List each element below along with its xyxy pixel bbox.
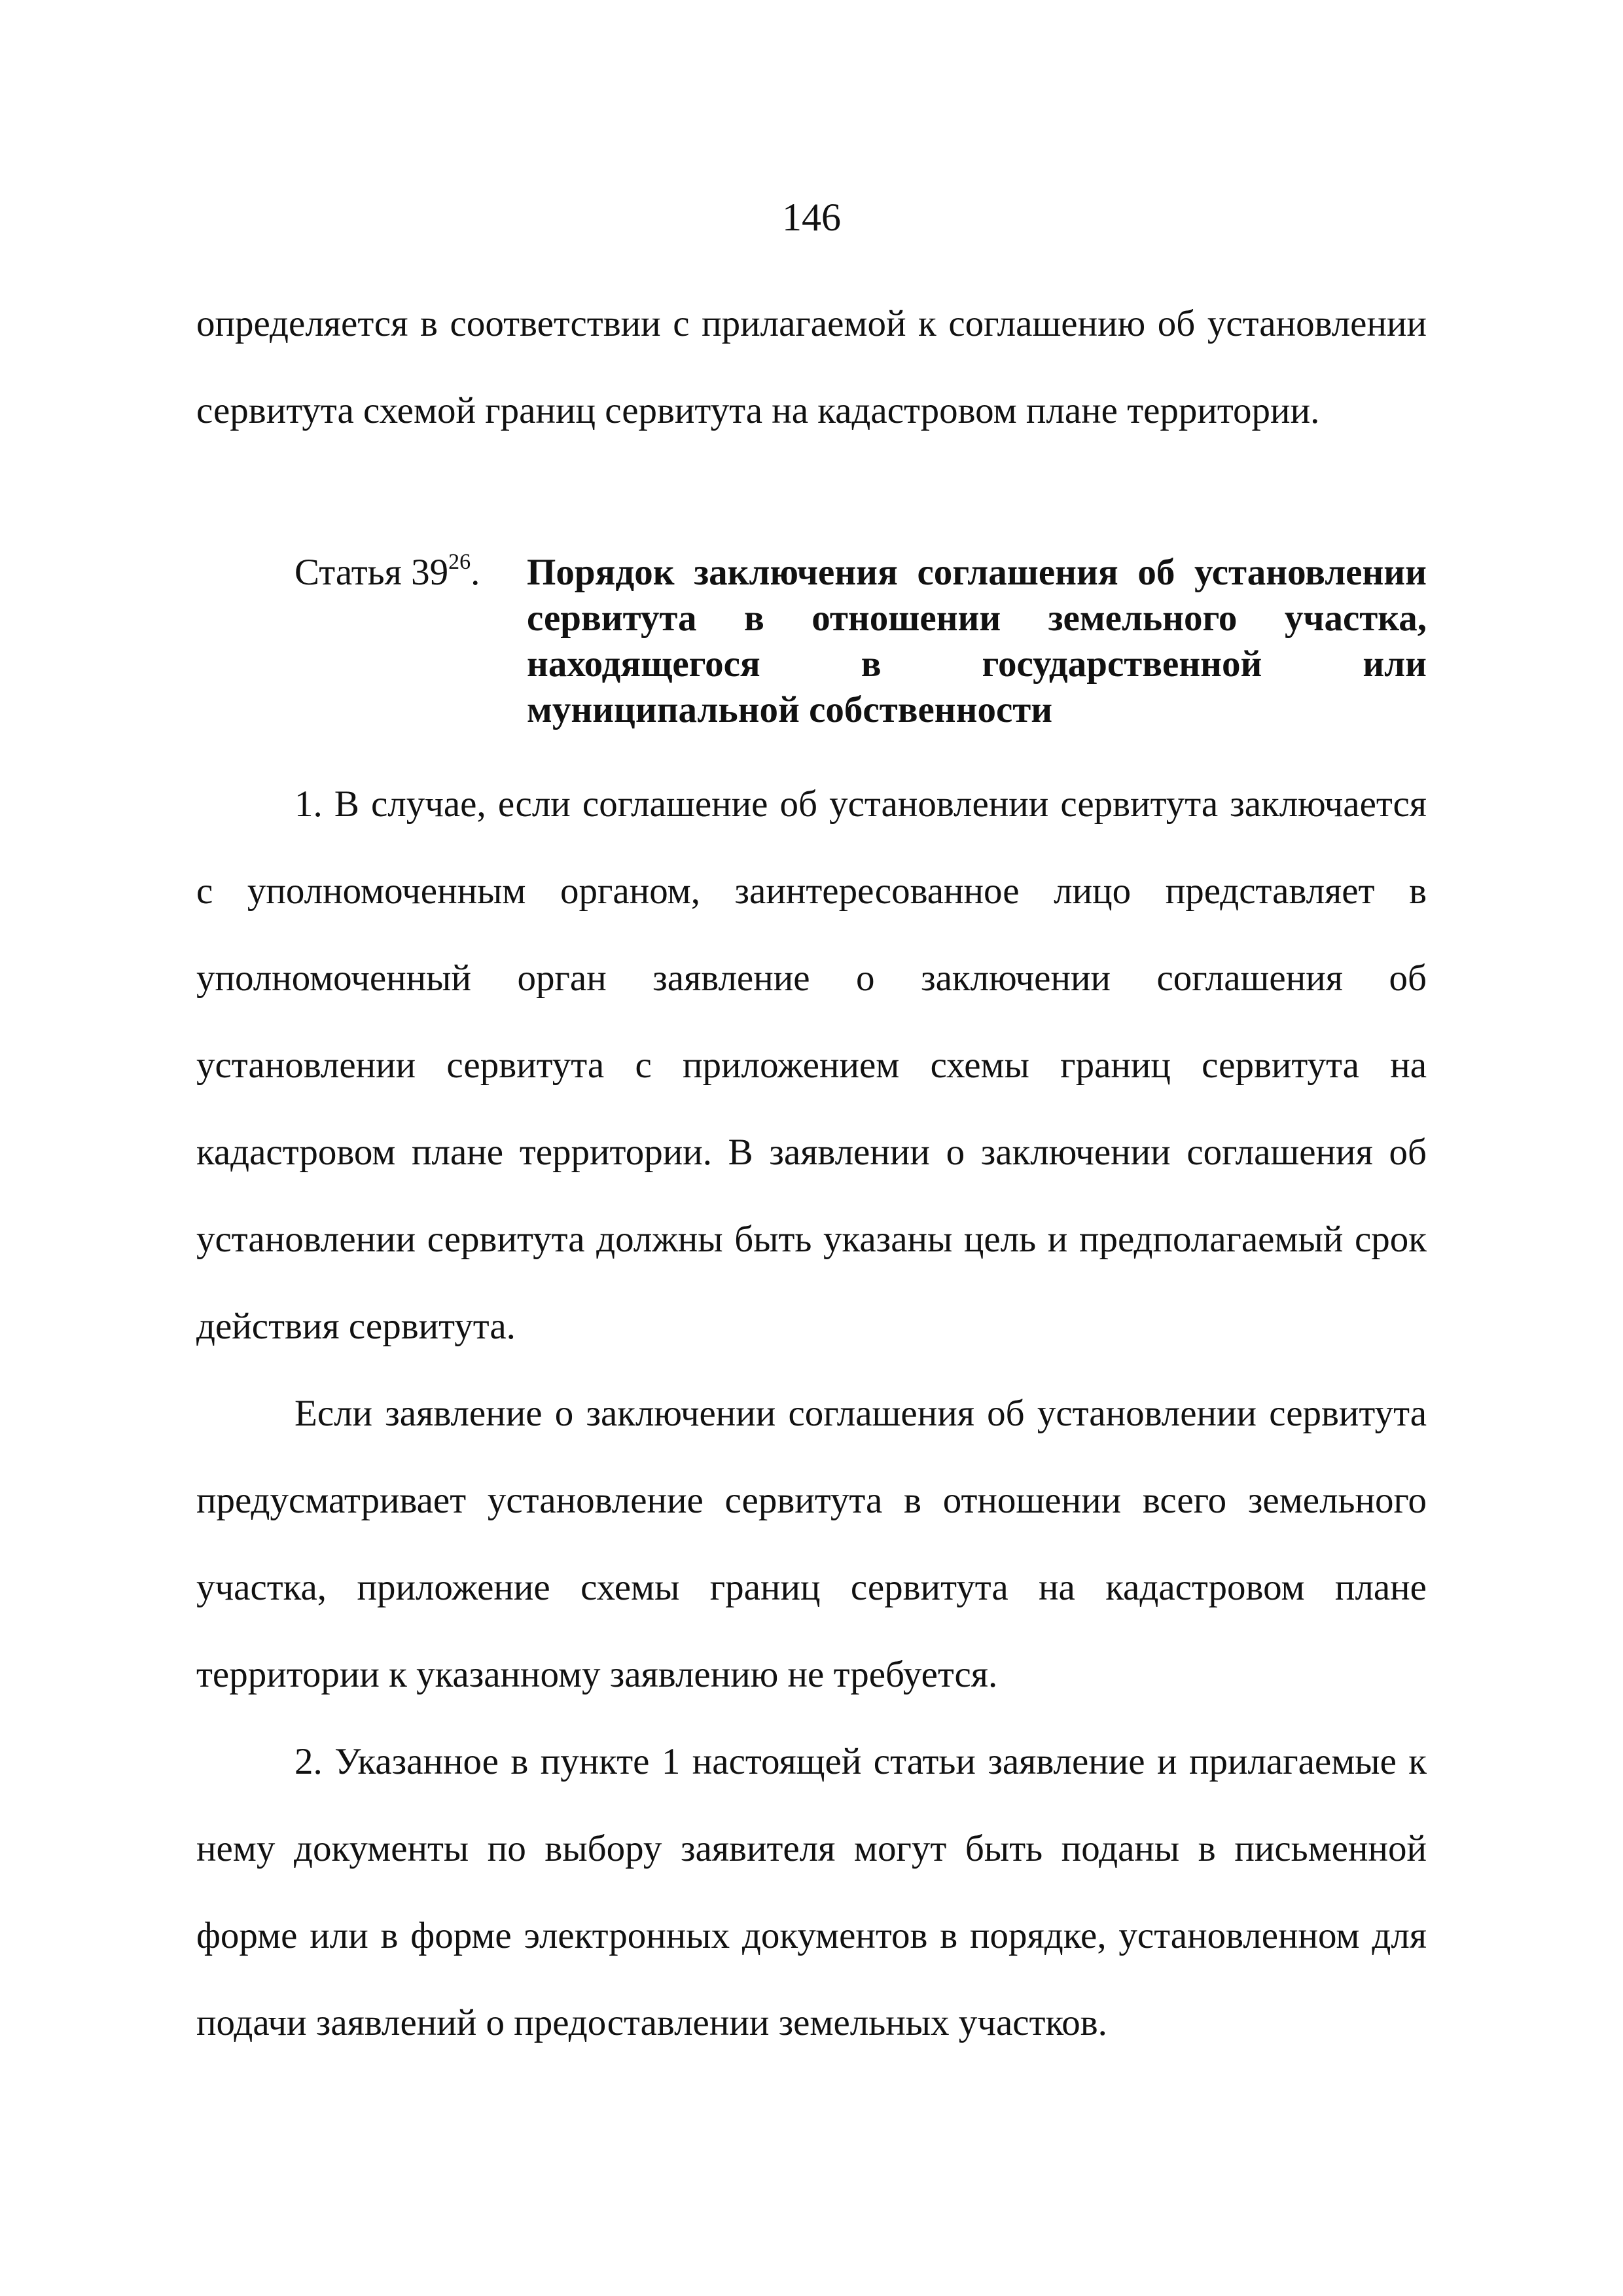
article-title: Порядок заключения соглашения об установлении сервитута в отношении земельного участка, находящегося в государственной или муниципальной собственности <box>527 552 1427 730</box>
article-label <box>294 550 480 596</box>
article-label-text: Статья 39 <box>294 552 449 593</box>
intro-paragraph-block <box>196 280 1427 454</box>
article-label-superscript: 26 <box>448 550 471 574</box>
paragraph-1-continuation: Если заявление о заключении соглашения об установлении сервитута предусматривает установление сервитута в отношении всего земельного участка, приложение схемы границ сервитута на кадастровом плане территории к указанному заявлению не требуется. <box>196 1393 1427 1695</box>
article-label-suffix: . <box>471 552 480 593</box>
page-number: 146 <box>782 196 841 239</box>
paragraph-2: 2. Указанное в пункте 1 настоящей статьи заявление и прилагаемые к нему документы по выбору заявителя могут быть поданы в письменной форме или в форме электронных документов в порядке, установленном для подачи заявлений о предоставлении земельных участков. <box>196 1741 1427 2043</box>
paragraph-1: 1. В случае, если соглашение об установлении сервитута заключается с уполномоченным органом, заинтересованное лицо представляет в уполномоченный орган заявление о заключении соглашения об установлении сервитута с приложением схемы границ сервитута на кадастровом плане территории. В заявлении о заключении соглашения об установлении сервитута должны быть указаны цель и предполагаемый срок действия сервитута. <box>196 783 1427 1347</box>
intro-paragraph: определяется в соответствии с прилагаемой к соглашению об установлении сервитута схемой границ сервитута на кадастровом плане территории. <box>196 303 1427 431</box>
body-paragraphs <box>196 761 1427 2066</box>
